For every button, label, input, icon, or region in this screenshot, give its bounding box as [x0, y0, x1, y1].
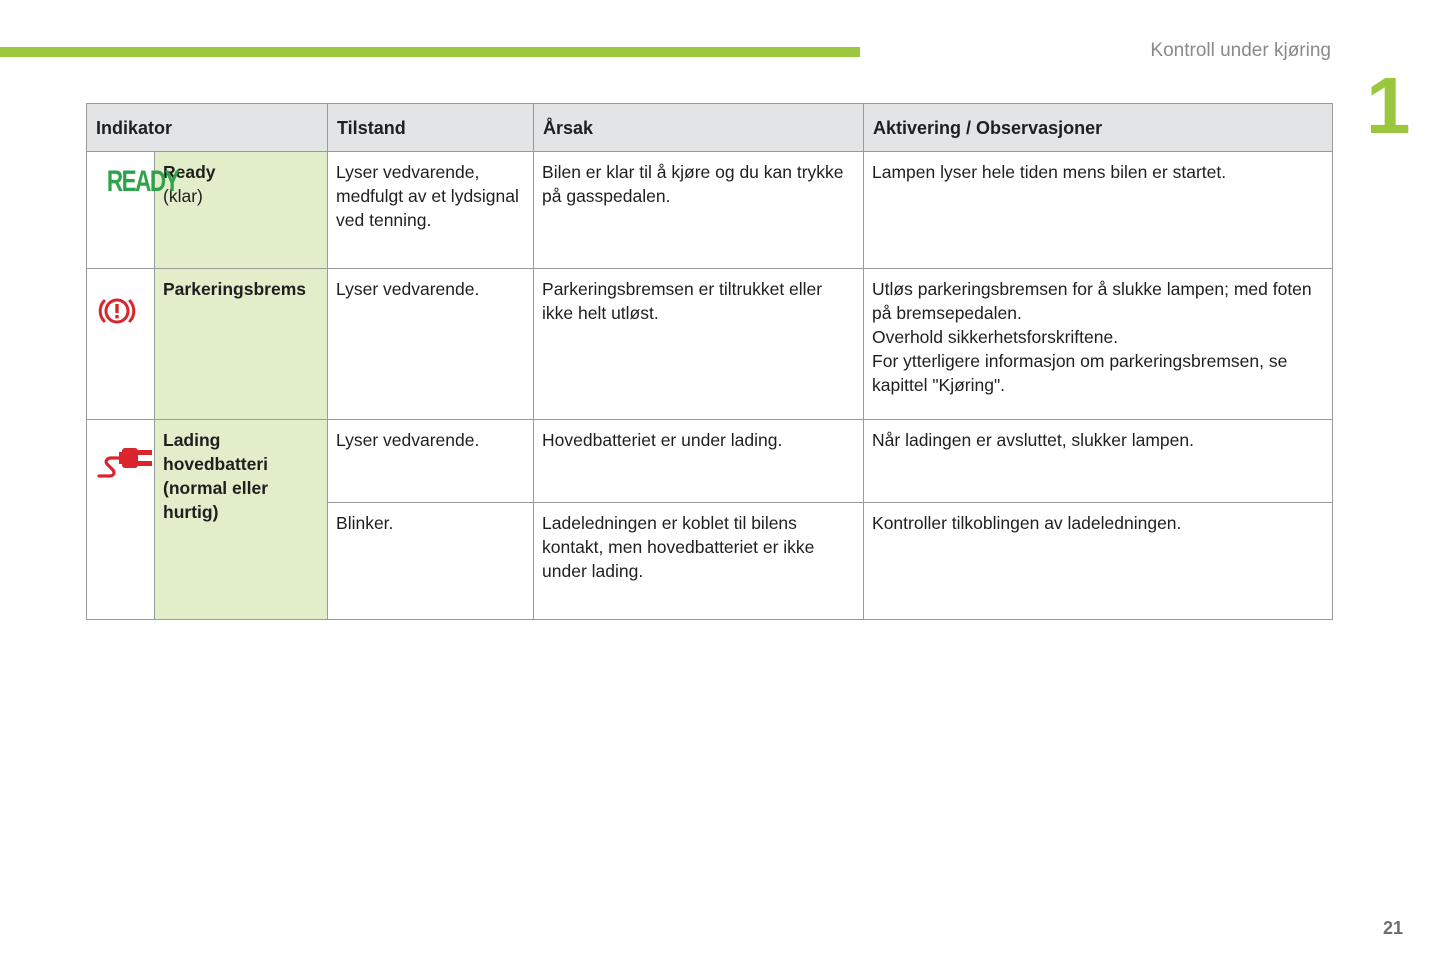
- aktivering-cell: [864, 269, 1333, 420]
- tilstand-cell: Lyser vedvarende.: [328, 269, 534, 420]
- column-header-arsak: Årsak: [534, 104, 864, 152]
- indicator-name-charging: [155, 420, 328, 620]
- indicator-name: Parkeringsbrems: [163, 279, 306, 299]
- aktivering-cell: [864, 152, 1333, 269]
- ready-icon: READY: [106, 165, 179, 198]
- indicator-table: [86, 103, 1333, 620]
- arsak-cell: Bilen er klar til å kjøre og du kan trykke på gasspedalen.: [534, 152, 864, 269]
- indicator-name-ready: [155, 152, 328, 269]
- page-number: 21: [1382, 918, 1403, 938]
- arsak-cell: Hovedbatteriet er under lading.: [534, 420, 864, 503]
- aktivering-line: Lampen lyser hele tiden mens bilen er startet.: [872, 162, 1227, 182]
- indicator-name: Ready: [163, 162, 216, 182]
- table-row: [87, 269, 1333, 420]
- tilstand-cell: Blinker.: [328, 503, 534, 620]
- aktivering-cell: Kontroller tilkoblingen av ladeledningen.: [864, 503, 1333, 620]
- aktivering-line: Utløs parkeringsbremsen for å slukke lampen; med foten på bremsepedalen.: [872, 279, 1312, 323]
- table-header-row: [87, 104, 1333, 152]
- parking-brake-icon-cell: [87, 269, 155, 420]
- parking-brake-icon: [95, 289, 139, 333]
- arsak-cell: Ladeledningen er koblet til bilens kontakt, men hovedbatteriet er ikke under lading.: [534, 503, 864, 620]
- column-header-tilstand: Tilstand: [328, 104, 534, 152]
- charging-plug-icon-cell: [87, 420, 155, 620]
- table-row: [87, 420, 1333, 503]
- header-accent-bar: [0, 47, 860, 57]
- tilstand-cell: Lyser vedvarende.: [328, 420, 534, 503]
- charging-plug-icon: [95, 440, 161, 480]
- ready-icon-cell: [87, 152, 179, 269]
- section-title: Kontroll under kjøring: [1150, 40, 1331, 61]
- indicator-name: Lading hovedbatteri (normal eller hurtig): [163, 430, 269, 522]
- aktivering-line: For ytterligere informasjon om parkeringsbremsen, se kapittel "Kjøring".: [872, 351, 1288, 395]
- tilstand-cell: Lyser vedvarende, medfulgt av et lydsignal ved tenning.: [328, 152, 534, 269]
- column-header-aktivering: Aktivering / Observasjoner: [864, 104, 1333, 152]
- table-row: [87, 152, 1333, 269]
- indicator-name-sub: (klar): [163, 186, 203, 206]
- column-header-indikator: Indikator: [87, 104, 328, 152]
- aktivering-line: Overhold sikkerhetsforskriftene.: [872, 327, 1119, 347]
- aktivering-cell: Når ladingen er avsluttet, slukker lampen.: [864, 420, 1333, 503]
- chapter-number: 1: [1366, 61, 1411, 150]
- arsak-cell: Parkeringsbremsen er tiltrukket eller ikke helt utløst.: [534, 269, 864, 420]
- indicator-name-parking-brake: [155, 269, 328, 420]
